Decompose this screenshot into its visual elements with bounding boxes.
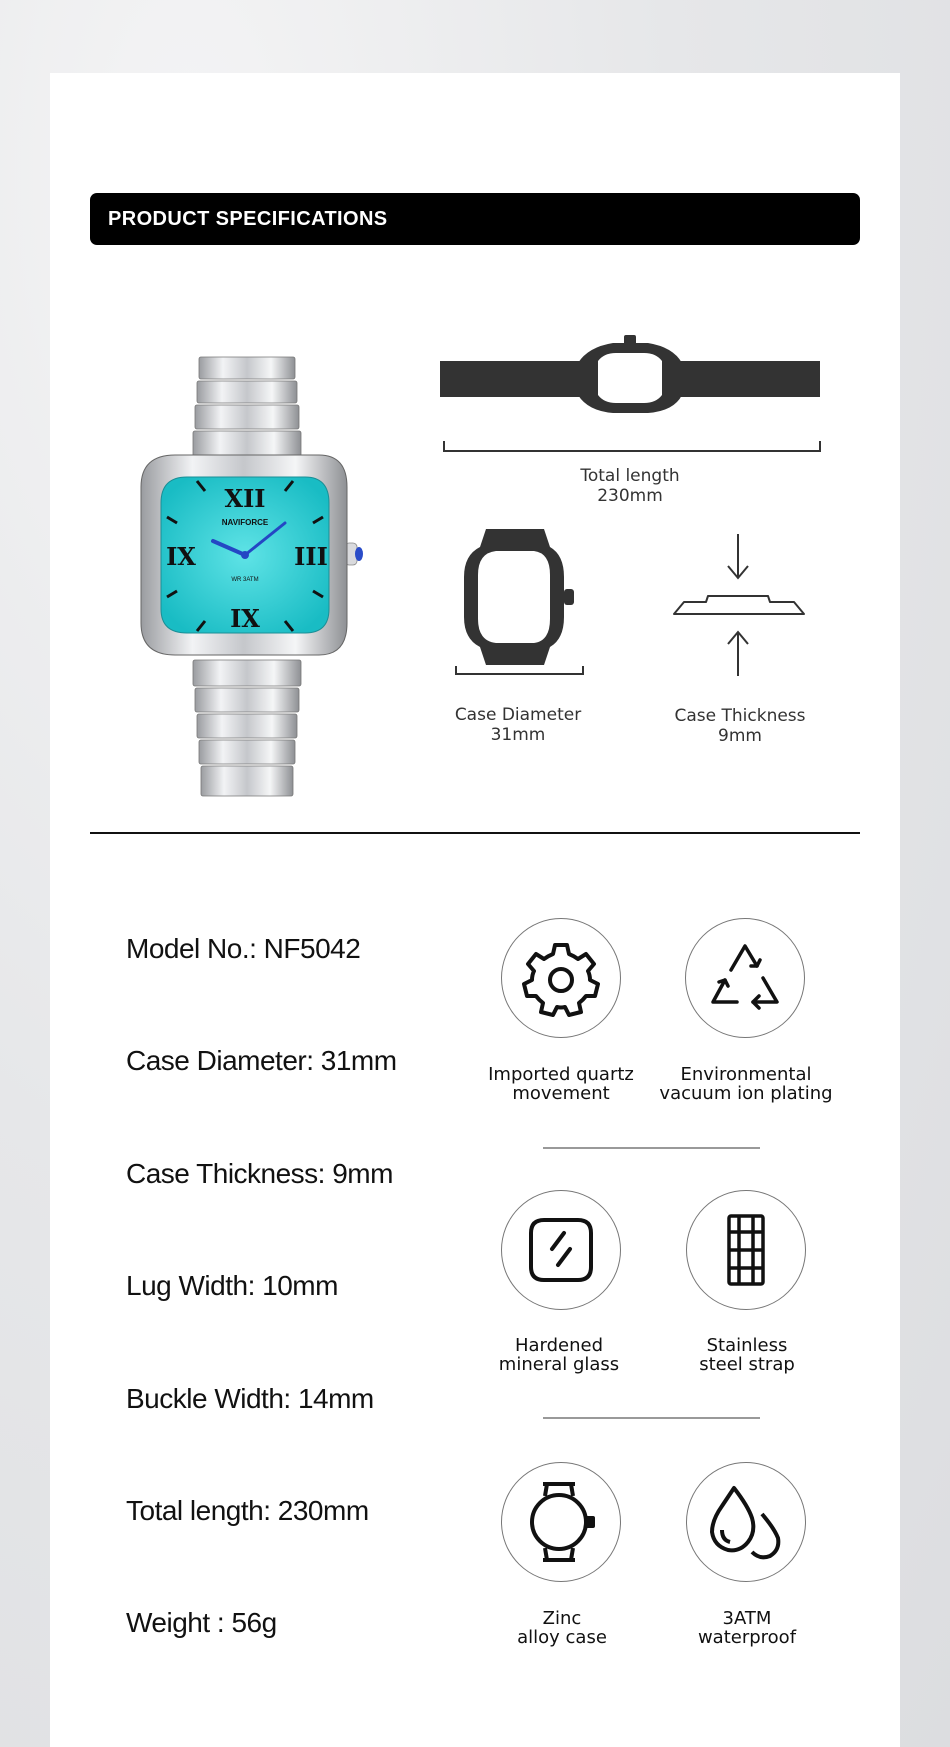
watch-image bbox=[135, 355, 375, 805]
water-drops-icon bbox=[708, 1484, 784, 1560]
svg-text:III: III bbox=[294, 542, 328, 571]
svg-text:NAVIFORCE: NAVIFORCE bbox=[221, 518, 269, 527]
section-title-banner: PRODUCT SPECIFICATIONS bbox=[90, 193, 860, 245]
spec-lug-width: Lug Width: 10mm bbox=[126, 1270, 338, 1301]
feature-circle-quartz bbox=[501, 918, 621, 1038]
case-thickness-diagram bbox=[670, 530, 810, 680]
feature-divider-2 bbox=[543, 1417, 760, 1419]
feature-circle-case bbox=[501, 1462, 621, 1582]
section-divider bbox=[90, 832, 860, 834]
spec-weight: Weight : 56g bbox=[126, 1607, 277, 1638]
feature-circle-plating bbox=[685, 918, 805, 1038]
spec-case-thickness: Case Thickness: 9mm bbox=[126, 1158, 393, 1189]
feature-label-plating: Environmental vacuum ion plating bbox=[659, 1064, 833, 1104]
svg-text:IX: IX bbox=[166, 542, 196, 571]
spec-model-number: Model No.: NF5042 bbox=[126, 933, 361, 964]
feature-label-waterproof: 3ATM waterproof bbox=[697, 1608, 797, 1648]
strap-length-diagram bbox=[438, 333, 824, 458]
feature-label-glass: Hardened mineral glass bbox=[498, 1335, 620, 1375]
case-diameter-label: Case Diameter 31mm bbox=[454, 705, 582, 745]
feature-circle-glass bbox=[501, 1190, 621, 1310]
feature-label-quartz: Imported quartz movement bbox=[488, 1064, 634, 1104]
gear-icon bbox=[522, 939, 600, 1017]
recycle-icon bbox=[707, 940, 783, 1016]
feature-label-case: Zinc alloy case bbox=[517, 1608, 607, 1648]
watch-case-icon bbox=[523, 1480, 599, 1564]
svg-text:WR 3ATM: WR 3ATM bbox=[231, 577, 259, 583]
case-thickness-label: Case Thickness 9mm bbox=[674, 706, 806, 746]
feature-label-strap: Stainless steel strap bbox=[699, 1335, 795, 1375]
glass-icon bbox=[526, 1215, 596, 1285]
feature-circle-waterproof bbox=[686, 1462, 806, 1582]
case-diameter-diagram bbox=[452, 525, 592, 677]
spec-total-length: Total length: 230mm bbox=[126, 1495, 369, 1526]
svg-text:XII: XII bbox=[224, 484, 266, 513]
feature-divider-1 bbox=[543, 1147, 760, 1149]
feature-circle-strap bbox=[686, 1190, 806, 1310]
svg-text:IX: IX bbox=[230, 604, 260, 633]
spec-case-diameter: Case Diameter: 31mm bbox=[126, 1045, 397, 1076]
strap-icon bbox=[721, 1210, 771, 1290]
spec-buckle-width: Buckle Width: 14mm bbox=[126, 1383, 374, 1414]
total-length-label: Total length 230mm bbox=[580, 466, 680, 506]
